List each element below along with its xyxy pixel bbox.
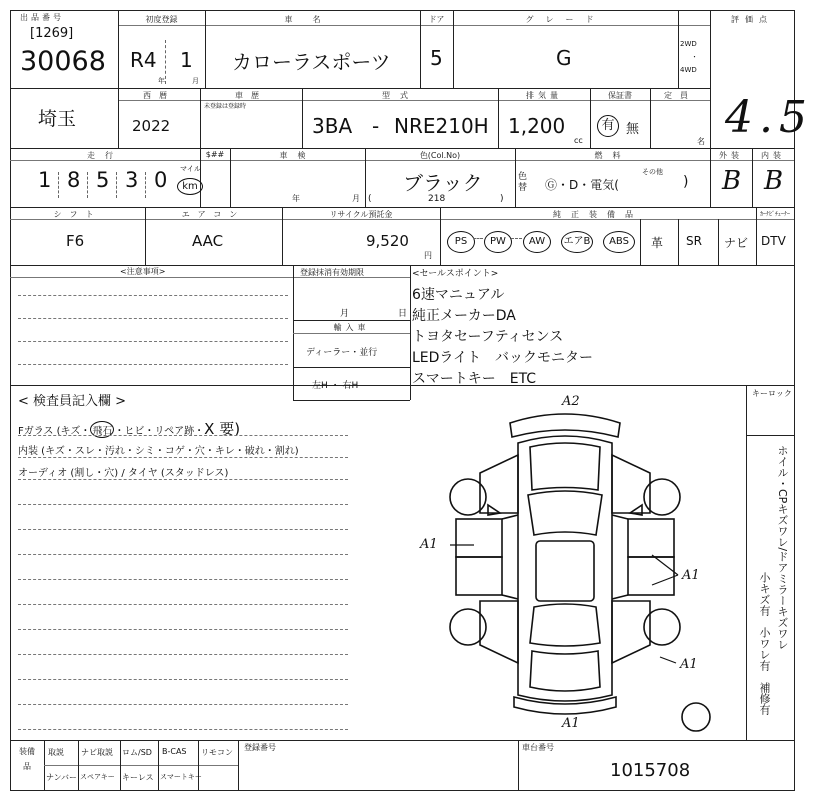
chassis-number: 1015708 [610,760,691,781]
grade: G [556,46,572,70]
mark-a1-right: A1 [682,568,700,583]
drive-4wd: 4WD [680,66,697,74]
ac: AAC [192,232,224,250]
equip-navi: ナビ [724,236,749,250]
color-code-paren: ( [368,194,372,204]
int-label: 内装 [761,151,785,160]
fuel-text: Ⓖ・D・電気( [545,178,619,192]
mileage-digit-5: 0 [154,168,168,192]
mark-a2: A2 [562,394,580,409]
fglass-required: X 要) [204,420,241,438]
side-note-2: 小キズ有 小ワレ有 補修有 [758,572,771,715]
car-name: カローラスポーツ [232,50,391,74]
first-reg-month: 1 [180,48,193,72]
inspection-title: < 検査員記入欄 > [18,394,127,409]
year-unit: 年 [158,77,165,85]
score-label: 評価点 [731,15,773,24]
ac-label: エアコン [181,210,246,219]
car-diagram [440,395,690,740]
reg-month: 月 [340,309,350,319]
equip-label: 純正装備品 [553,210,643,219]
first-reg-era: R4 [130,48,157,72]
footer-rom-sd: ロム/SD [122,748,152,757]
equip-aw: AW [523,231,551,253]
side-note-1: ホイル・CPキズワレ/ドアミラーキズワレ [776,445,789,651]
recycle-unit: 円 [424,251,432,260]
equip-pw: PW [484,231,512,253]
fuel-other: その他 [642,168,663,176]
model-year-label: 車歴 [235,91,267,100]
mileage-digit-2: 8 [67,168,81,192]
mileage-digit-4: 3 [125,168,139,192]
navi-tuner-label: ｶｰﾅﾋﾞﾁｭｰﾅｰ [759,211,790,218]
car-name-label: 車名 [284,15,341,24]
month-unit: 月 [192,77,199,85]
color-code-paren-close: ) [500,194,504,204]
cc-label: 排気量 [526,91,562,100]
footer-navi-manual: ナビ取説 [81,748,113,757]
mark-a1-rear: A1 [562,716,580,731]
displacement: 1,200 [508,114,566,138]
ext-label: 外装 [719,151,743,160]
fuel-close: ) [683,174,689,190]
color: ブラック [403,171,483,195]
mark-a1-rear-right: A1 [680,657,698,672]
inspection-line-3: オーディオ (割し・穴) / タイヤ (スタッドレス) [18,468,229,479]
equip-leather: 革 [651,236,664,250]
mark-a1-left: A1 [420,537,438,552]
mileage-digit-3: 5 [96,168,110,192]
exhibit-label: 出品番号 [20,13,64,22]
inspection-label: 車検 [279,151,316,160]
lot-number: 30068 [20,46,106,77]
model-code: NRE210H [394,114,489,138]
footer-remote: リモコン [201,748,233,757]
sales-point-1: 6速マニュアル [412,287,505,303]
shift: F6 [66,232,85,250]
dealer-label: ディーラー・並行 [306,348,378,358]
import-label: 輸入車 [333,323,370,332]
cc-unit: cc [574,136,583,145]
equip-dtv: DTV [761,234,786,248]
sales-point-3: トヨタセーフティセンス [412,329,564,345]
recycle-label: リサイクル預託金 [329,210,393,219]
fuel-label: 燃料 [594,151,631,160]
grade-label: グレード [525,15,606,24]
lot-bracket: [1269] [30,26,74,41]
fglass-mid: ・ヒビ・リペア跡・ [114,426,205,437]
capacity-label: 定員 [664,91,696,100]
warranty-no: 無 [626,122,640,137]
doors: 5 [430,46,443,70]
handle-label: 左H ・ 右H [312,381,359,391]
first-reg-label: 初度登録 [145,15,178,24]
footer-spare-key: スペアキー [80,773,115,781]
meter-label: $## [205,150,225,159]
color-sub: 色替 [518,172,528,193]
fglass-chip: 飛石 [90,421,114,438]
mileage-unit-label: マイル [180,165,201,173]
model-prefix: 3BA [312,114,353,138]
warranty-yes: 有 [597,115,619,137]
reg-day: 日 [398,309,408,319]
reg-number-label: 登録番号 [244,743,276,752]
fglass-prefix: Fガラス (キズ・ [18,426,91,437]
int-grade: B [764,166,784,196]
year-label: 西暦 [143,91,175,100]
model-year-sub: 未登録は登録時 [204,103,247,110]
footer-keyless: キーレス [122,773,154,782]
sales-point-4: LEDライト バックモニター [412,350,594,366]
ext-grade: B [722,166,742,196]
equip-ps: PS [447,231,475,253]
key-lock-label: キーロック [752,389,792,398]
area: 埼玉 [38,108,77,130]
mileage-unit: km [177,178,203,195]
shift-label: シフト [53,210,102,219]
sales-point-5: スマートキー ETC [412,371,537,387]
color-code: 218 [428,194,446,204]
color-label: 色(Col.No) [419,151,461,160]
sales-point-2: 純正メーカーDA [412,308,516,324]
mileage-label: 走行 [87,151,123,160]
door-label: ドア [428,15,445,24]
equip-sr: SR [686,234,702,248]
footer-number-plate: ナンバー [46,773,78,782]
mileage-digit-1: 1 [38,168,52,192]
footer-bcas: B-CAS [162,747,187,756]
equip-airbag: エアB [561,231,593,253]
recycle: 9,520 [366,232,409,250]
chassis-label: 車台番号 [522,743,554,752]
inspect-year: 年 [292,194,300,203]
score: 4.5 [725,92,813,143]
footer-smart-key: スマートキー [160,773,202,781]
warranty-label: 保証書 [608,91,632,100]
capacity-unit: 名 [697,137,705,146]
reg-expiry-label: 登録抹消有効期限 [300,268,364,277]
year: 2022 [132,117,171,135]
model-label: 型式 [382,91,418,100]
footer-side-label: 装備品 [19,747,35,771]
drive-2wd: 2WD [680,40,697,48]
sales-label: <セールスポイント> [412,269,499,279]
equip-abs: ABS [603,231,635,253]
caution-label: <注意事項> [120,267,166,276]
inspect-month: 月 [352,194,360,203]
footer-manual: 取説 [48,748,64,757]
inspection-line-2: 内装 (キズ・スレ・汚れ・シミ・コゲ・穴・キレ・破れ・割れ) [18,446,299,457]
